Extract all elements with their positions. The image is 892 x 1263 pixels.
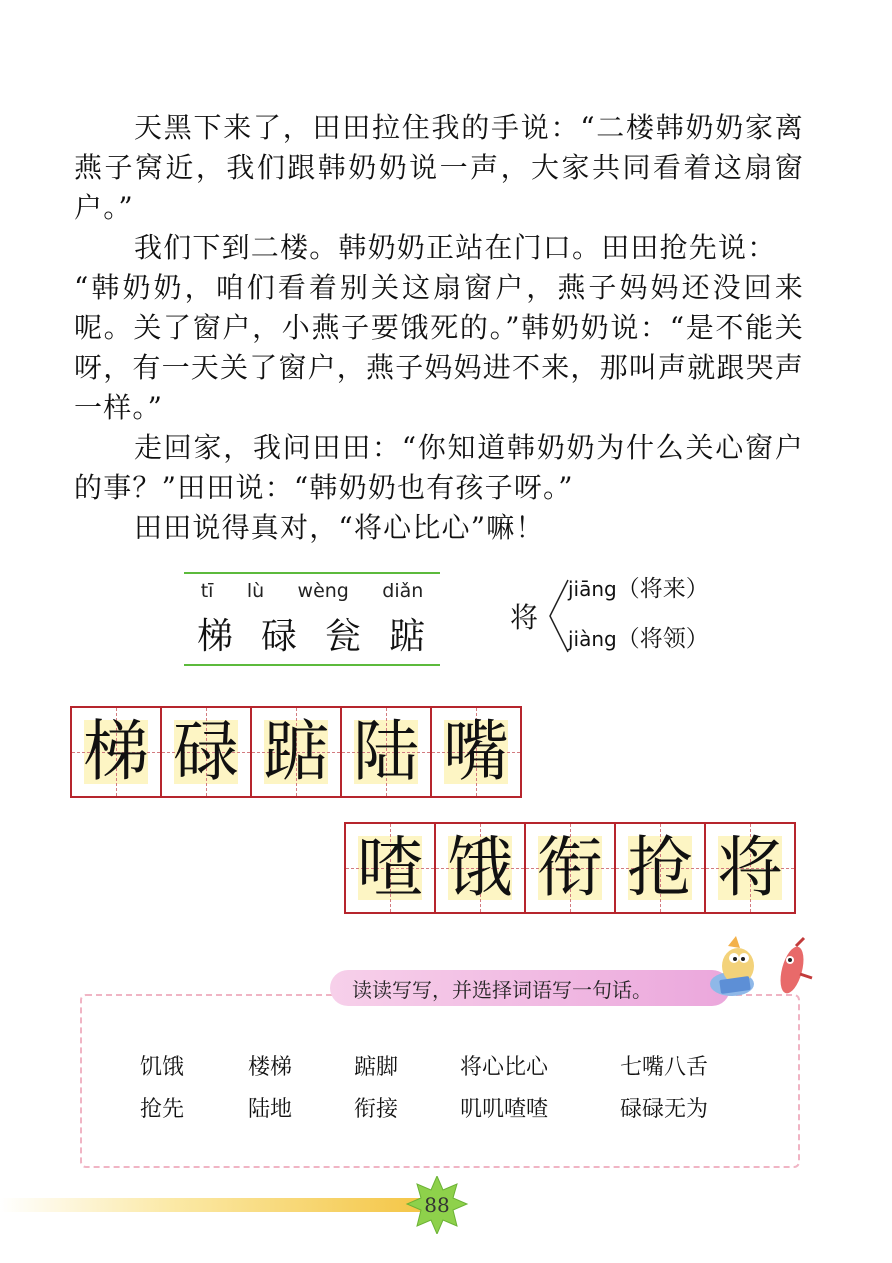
pinyin: wèng bbox=[297, 580, 349, 602]
paragraph: 天黑下来了，田田拉住我的手说：“二楼韩奶奶家离燕子窝近，我们跟韩奶奶说一声，大家共同看着这扇窗户。” bbox=[74, 111, 804, 224]
pinyin: tī bbox=[200, 580, 214, 602]
page-number: 88 bbox=[424, 1193, 450, 1217]
paragraph: “韩奶奶，咱们看着别关这扇窗户，燕子妈妈还没回来呢。关了窗户，小燕子要饿死的。”韩奶奶说：“是不能关呀，有一天关了窗户，燕子妈妈进不来，那叫声就跟哭声一样。” bbox=[74, 271, 805, 424]
word-item: 叽叽喳喳 bbox=[460, 1097, 549, 1122]
vocab-character: 踮 bbox=[388, 616, 427, 657]
paragraph: 走回家，我问田田：“你知道韩奶奶为什么关心窗户的事？”田田说：“韩奶奶也有孩子呀。” bbox=[74, 431, 804, 504]
polyphone-reading-1: jiāng（将来） bbox=[568, 576, 709, 602]
writing-cell: 嘴 bbox=[430, 706, 522, 798]
story-text bbox=[74, 108, 804, 548]
vocab-character: 碌 bbox=[260, 616, 299, 657]
pinyin: diǎn bbox=[382, 580, 424, 602]
word-item: 踮脚 bbox=[354, 1055, 399, 1080]
word-item: 将心比心 bbox=[460, 1055, 549, 1080]
word-item: 碌碌无为 bbox=[620, 1097, 709, 1122]
writing-cell: 衔 bbox=[524, 822, 616, 914]
polyphone-character: 将 bbox=[510, 601, 539, 634]
writing-grid-row-1 bbox=[70, 706, 520, 798]
pinyin: lù bbox=[246, 580, 265, 602]
paragraph: 我们下到二楼。韩奶奶正站在门口。田田抢先说： bbox=[134, 231, 777, 264]
word-item: 七嘴八舌 bbox=[620, 1055, 709, 1080]
writing-cell: 梯 bbox=[70, 706, 162, 798]
paragraph: 田田说得真对，“将心比心”嘛！ bbox=[134, 511, 545, 544]
word-row bbox=[140, 1092, 740, 1122]
writing-cell: 踮 bbox=[250, 706, 342, 798]
pinyin-row bbox=[184, 580, 440, 602]
writing-cell: 喳 bbox=[344, 822, 436, 914]
writing-cell: 碌 bbox=[160, 706, 252, 798]
vocabulary-box bbox=[184, 572, 440, 666]
writing-cell: 陆 bbox=[340, 706, 432, 798]
vocab-character: 瓮 bbox=[324, 616, 363, 657]
vocab-character: 梯 bbox=[196, 616, 235, 657]
writing-grid-row-2 bbox=[344, 822, 794, 914]
exercise-instruction: 读读写写，并选择词语写一句话。 bbox=[330, 970, 730, 1006]
mascot-illustration-icon bbox=[706, 934, 816, 1004]
word-item: 楼梯 bbox=[248, 1055, 293, 1080]
writing-cell: 抢 bbox=[614, 822, 706, 914]
polyphone-reading-2: jiàng（将领） bbox=[568, 626, 709, 652]
exercise-box bbox=[80, 994, 800, 1168]
writing-cell: 饿 bbox=[434, 822, 526, 914]
hanzi-row bbox=[184, 608, 440, 659]
polyphone-note bbox=[510, 570, 750, 660]
word-item: 衔接 bbox=[354, 1097, 399, 1122]
page-number-badge bbox=[405, 1176, 469, 1238]
bracket-icon bbox=[546, 576, 570, 656]
word-row bbox=[140, 1050, 740, 1080]
writing-cell: 将 bbox=[704, 822, 796, 914]
word-item: 陆地 bbox=[248, 1097, 293, 1122]
word-item: 饥饿 bbox=[140, 1055, 185, 1080]
footer-bar bbox=[0, 1198, 430, 1212]
word-item: 抢先 bbox=[140, 1097, 185, 1122]
